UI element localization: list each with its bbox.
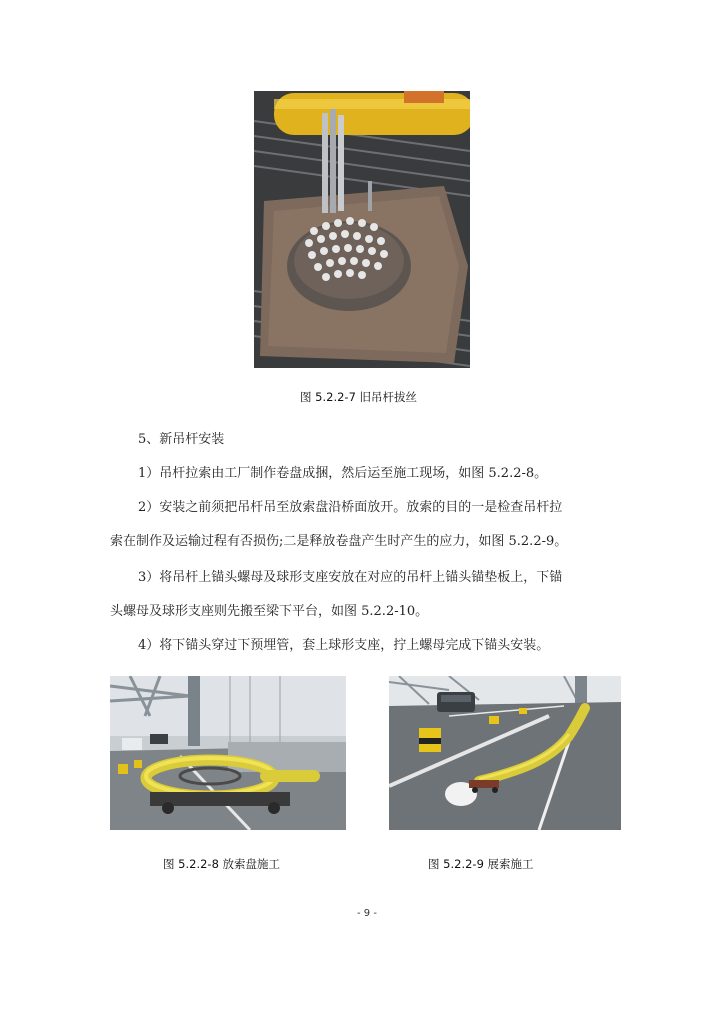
photo-cable-spreading [389, 676, 621, 830]
item-3-line-1: 3）将吊杆上锚头螺母及球形支座安放在对应的吊杆上锚头锚垫板上，下锚 [138, 570, 563, 585]
item-2-line-1: 2）安装之前须把吊杆吊至放索盘沿桥面放开。放索的目的一是检查吊杆拉 [138, 500, 563, 515]
photo-old-hanger-wire-extraction [254, 91, 470, 368]
section-heading: 5、新吊杆安装 [138, 432, 225, 447]
page-number: - 9 - [357, 908, 377, 919]
photo-cable-spreading-svg [389, 676, 621, 830]
item-3-line-2: 头螺母及球形支座则先搬至梁下平台，如图 5.2.2-10。 [110, 604, 429, 619]
item-1-line-1: 1）吊杆拉索由工厂制作卷盘成捆，然后运至施工现场，如图 5.2.2-8。 [138, 466, 548, 481]
figure-caption-cable-reel: 图 5.2.2-8 放索盘施工 [163, 857, 281, 871]
photo-old-hanger-svg [254, 91, 470, 368]
photo-cable-reel-construction [110, 676, 346, 830]
item-2-line-2: 索在制作及运输过程有否损伤;二是释放卷盘产生时产生的应力，如图 5.2.2-9。 [110, 534, 568, 549]
photo-cable-reel-svg [110, 676, 346, 830]
figure-caption-old-hanger: 图 5.2.2-7 旧吊杆拔丝 [300, 390, 418, 404]
item-4-line-1: 4）将下锚头穿过下预埋管，套上球形支座，拧上螺母完成下锚头安装。 [138, 638, 550, 653]
figure-caption-cable-spreading: 图 5.2.2-9 展索施工 [428, 857, 534, 871]
